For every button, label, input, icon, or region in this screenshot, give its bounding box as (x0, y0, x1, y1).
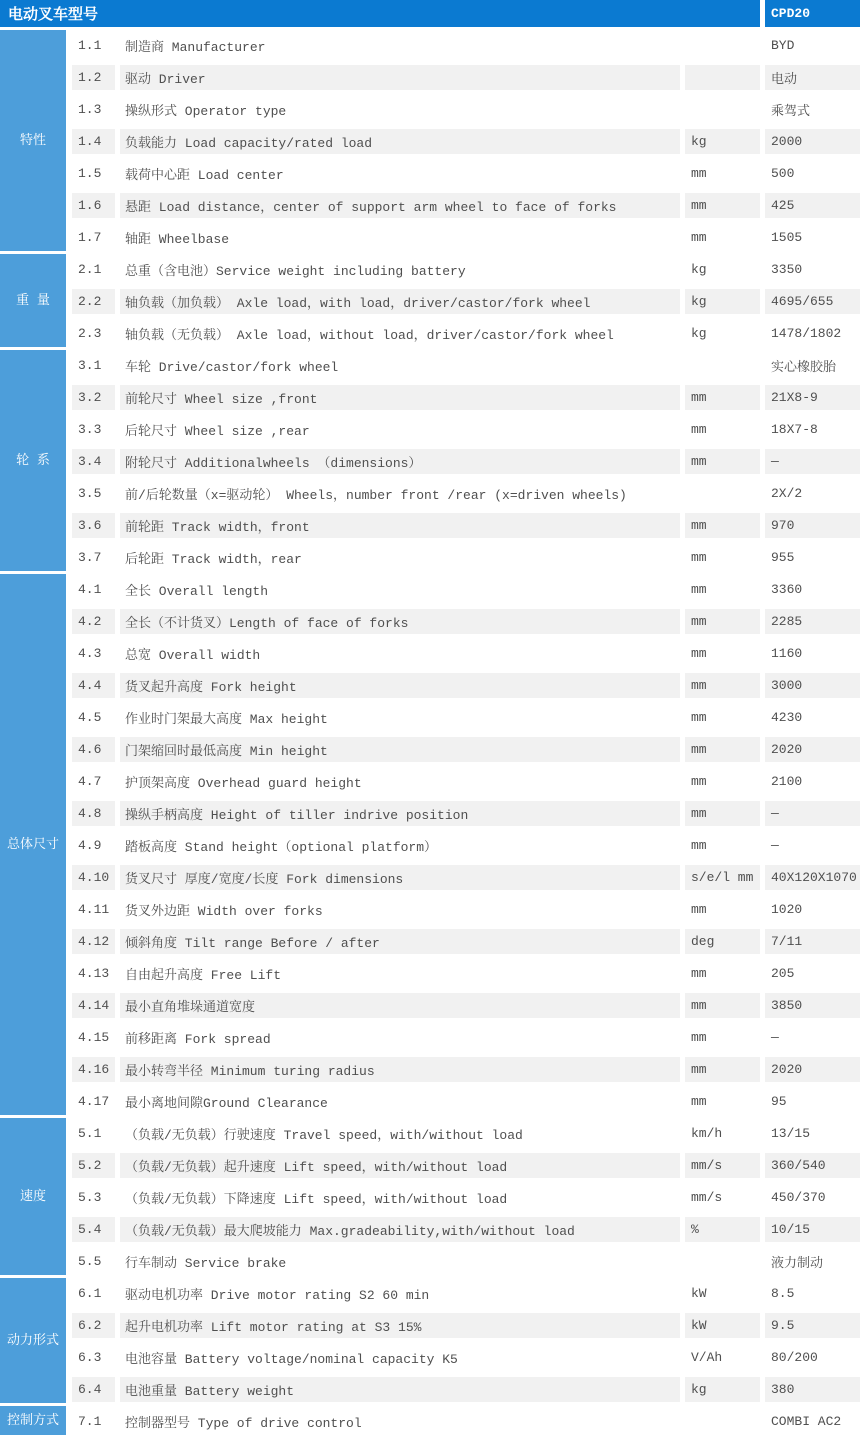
row-unit: mm (685, 513, 760, 538)
row-description: 作业时门架最大高度 Max height (120, 705, 680, 730)
sidebar-section-label: 重 量 (0, 254, 66, 347)
row-value: 40X120X1070 (765, 865, 860, 890)
row-unit: mm (685, 1089, 760, 1114)
row-value: — (765, 801, 860, 826)
row-unit: mm (685, 801, 760, 826)
spec-row (72, 478, 860, 510)
row-number: 4.17 (72, 1089, 115, 1114)
spec-row (72, 286, 860, 318)
row-value: 18X7-8 (765, 417, 860, 442)
row-value: 95 (765, 1089, 860, 1114)
row-unit (685, 33, 760, 58)
spec-table-body (72, 30, 860, 1438)
row-number: 5.2 (72, 1153, 115, 1178)
spec-row (72, 1406, 860, 1438)
row-unit: kW (685, 1281, 760, 1306)
row-unit (685, 65, 760, 90)
row-unit: mm/s (685, 1153, 760, 1178)
row-number: 3.5 (72, 481, 115, 506)
row-value: 3350 (765, 257, 860, 282)
row-description: 行车制动 Service brake (120, 1249, 680, 1274)
row-value: 1505 (765, 225, 860, 250)
spec-row (72, 542, 860, 574)
row-value: 1160 (765, 641, 860, 666)
row-unit: mm (685, 641, 760, 666)
row-number: 3.1 (72, 353, 115, 378)
row-number: 4.2 (72, 609, 115, 634)
row-description: 驱动 Driver (120, 65, 680, 90)
model-name: CPD20 (765, 0, 860, 27)
row-number: 4.7 (72, 769, 115, 794)
row-description: 电池重量 Battery weight (120, 1377, 680, 1402)
row-number: 1.1 (72, 33, 115, 58)
row-unit (685, 481, 760, 506)
spec-row (72, 798, 860, 830)
row-value: COMBI AC2 (765, 1409, 860, 1434)
spec-row (72, 510, 860, 542)
row-number: 1.5 (72, 161, 115, 186)
row-value: 实心橡胶胎 (765, 353, 860, 378)
row-value: 乘驾式 (765, 97, 860, 122)
row-description: 轴负载（加负载） Axle load，with load，driver/castor/fork wheel (120, 289, 680, 314)
row-description: 全长（不计货叉）Length of face of forks (120, 609, 680, 634)
row-number: 1.2 (72, 65, 115, 90)
row-value: BYD (765, 33, 860, 58)
row-number: 4.3 (72, 641, 115, 666)
row-description: 前轮距 Track width，front (120, 513, 680, 538)
spec-row (72, 222, 860, 254)
row-unit (685, 1409, 760, 1434)
row-number: 1.4 (72, 129, 115, 154)
sidebar-section-label: 总体尺寸 (0, 574, 66, 1115)
spec-row (72, 766, 860, 798)
row-number: 5.3 (72, 1185, 115, 1210)
row-value: 970 (765, 513, 860, 538)
row-value: 80/200 (765, 1345, 860, 1370)
row-number: 5.4 (72, 1217, 115, 1242)
row-value: 2X/2 (765, 481, 860, 506)
row-description: 货叉尺寸 厚度/宽度/长度 Fork dimensions (120, 865, 680, 890)
spec-table (0, 30, 860, 1438)
row-number: 2.3 (72, 321, 115, 346)
row-description: 制造商 Manufacturer (120, 33, 680, 58)
row-description: 附轮尺寸 Additionalwheels （dimensions） (120, 449, 680, 474)
row-unit: mm (685, 609, 760, 634)
row-unit: mm (685, 769, 760, 794)
spec-row (72, 254, 860, 286)
row-description: 前移距离 Fork spread (120, 1025, 680, 1050)
row-description: 倾斜角度 Tilt range Before / after (120, 929, 680, 954)
spec-row (72, 830, 860, 862)
row-value: 1020 (765, 897, 860, 922)
spec-row (72, 990, 860, 1022)
spec-row (72, 1150, 860, 1182)
row-number: 1.6 (72, 193, 115, 218)
row-value: 液力制动 (765, 1249, 860, 1274)
row-value: 13/15 (765, 1121, 860, 1146)
row-unit: mm (685, 577, 760, 602)
row-number: 1.3 (72, 97, 115, 122)
sidebar-section-label: 轮 系 (0, 350, 66, 571)
row-value: 4230 (765, 705, 860, 730)
spec-row (72, 414, 860, 446)
spec-row (72, 382, 860, 414)
row-unit: s/e/l mm (685, 865, 760, 890)
row-value: 205 (765, 961, 860, 986)
row-unit (685, 97, 760, 122)
spec-row (72, 670, 860, 702)
row-number: 6.3 (72, 1345, 115, 1370)
row-value: 4695/655 (765, 289, 860, 314)
row-number: 2.2 (72, 289, 115, 314)
row-value: 955 (765, 545, 860, 570)
row-description: 驱动电机功率 Drive motor rating S2 60 min (120, 1281, 680, 1306)
row-description: 前/后轮数量（x=驱动轮） Wheels，number front /rear (x=driven wheels) (120, 481, 680, 506)
row-unit: mm (685, 705, 760, 730)
row-description: 载荷中心距 Load center (120, 161, 680, 186)
row-unit: mm (685, 385, 760, 410)
row-number: 3.2 (72, 385, 115, 410)
spec-row (72, 1374, 860, 1406)
spec-row (72, 1278, 860, 1310)
row-number: 6.1 (72, 1281, 115, 1306)
row-value: 360/540 (765, 1153, 860, 1178)
row-description: 总宽 Overall width (120, 641, 680, 666)
row-description: 轴距 Wheelbase (120, 225, 680, 250)
row-unit: mm (685, 225, 760, 250)
row-number: 4.6 (72, 737, 115, 762)
row-value: 10/15 (765, 1217, 860, 1242)
spec-row (72, 126, 860, 158)
spec-row (72, 62, 860, 94)
spec-row (72, 862, 860, 894)
row-value: 8.5 (765, 1281, 860, 1306)
sidebar-section-label: 控制方式 (0, 1406, 66, 1435)
row-number: 4.11 (72, 897, 115, 922)
row-value: — (765, 449, 860, 474)
row-value: 3360 (765, 577, 860, 602)
row-number: 4.1 (72, 577, 115, 602)
row-description: 货叉起升高度 Fork height (120, 673, 680, 698)
row-description: （负载/无负载）下降速度 Lift speed，with/without load (120, 1185, 680, 1210)
row-value: 450/370 (765, 1185, 860, 1210)
spec-row (72, 926, 860, 958)
row-description: 负载能力 Load capacity/rated load (120, 129, 680, 154)
row-unit: kg (685, 129, 760, 154)
spec-row (72, 702, 860, 734)
row-unit: kg (685, 289, 760, 314)
row-number: 4.10 (72, 865, 115, 890)
row-description: 车轮 Drive/castor/fork wheel (120, 353, 680, 378)
row-number: 4.8 (72, 801, 115, 826)
row-number: 4.4 (72, 673, 115, 698)
row-value: — (765, 833, 860, 858)
row-number: 4.12 (72, 929, 115, 954)
row-description: 操纵形式 Operator type (120, 97, 680, 122)
spec-row (72, 894, 860, 926)
row-number: 4.15 (72, 1025, 115, 1050)
spec-row (72, 606, 860, 638)
row-number: 3.3 (72, 417, 115, 442)
row-description: 货叉外边距 Width over forks (120, 897, 680, 922)
row-description: 踏板高度 Stand height（optional platform） (120, 833, 680, 858)
row-description: 护顶架高度 Overhead guard height (120, 769, 680, 794)
row-unit: mm (685, 1057, 760, 1082)
row-description: 前轮尺寸 Wheel size ,front (120, 385, 680, 410)
row-unit: mm (685, 193, 760, 218)
row-description: （负载/无负载）起升速度 Lift speed，with/without load (120, 1153, 680, 1178)
row-unit: mm (685, 1025, 760, 1050)
row-value: 2100 (765, 769, 860, 794)
row-unit: deg (685, 929, 760, 954)
spec-row (72, 1342, 860, 1374)
row-value: 3850 (765, 993, 860, 1018)
row-unit (685, 1249, 760, 1274)
spec-row (72, 1246, 860, 1278)
row-unit: mm (685, 161, 760, 186)
row-description: 总重（含电池）Service weight including battery (120, 257, 680, 282)
spec-row (72, 1022, 860, 1054)
row-description: 电池容量 Battery voltage/nominal capacity K5 (120, 1345, 680, 1370)
row-description: （负载/无负载）行驶速度 Travel speed，with/without load (120, 1121, 680, 1146)
row-number: 6.4 (72, 1377, 115, 1402)
row-number: 1.7 (72, 225, 115, 250)
row-unit: kg (685, 1377, 760, 1402)
row-number: 3.4 (72, 449, 115, 474)
row-value: 3000 (765, 673, 860, 698)
spec-row (72, 318, 860, 350)
spec-row (72, 958, 860, 990)
row-description: 门架缩回时最低高度 Min height (120, 737, 680, 762)
row-unit: kW (685, 1313, 760, 1338)
row-description: 起升电机功率 Lift motor rating at S3 15% (120, 1313, 680, 1338)
row-unit: V/Ah (685, 1345, 760, 1370)
row-value: 9.5 (765, 1313, 860, 1338)
row-number: 3.6 (72, 513, 115, 538)
row-description: 后轮距 Track width，rear (120, 545, 680, 570)
row-value: 2020 (765, 1057, 860, 1082)
spec-row (72, 1310, 860, 1342)
row-unit: mm (685, 833, 760, 858)
row-unit: mm (685, 961, 760, 986)
row-description: 最小转弯半径 Minimum turing radius (120, 1057, 680, 1082)
row-unit: mm (685, 545, 760, 570)
row-description: 最小直角堆垛通道宽度 (120, 993, 680, 1018)
row-description: 自由起升高度 Free Lift (120, 961, 680, 986)
row-description: 后轮尺寸 Wheel size ,rear (120, 417, 680, 442)
spec-row (72, 1118, 860, 1150)
spec-row (72, 638, 860, 670)
row-unit: mm (685, 417, 760, 442)
row-value: 2020 (765, 737, 860, 762)
row-value: 2285 (765, 609, 860, 634)
row-value: 电动 (765, 65, 860, 90)
spec-row (72, 1182, 860, 1214)
row-number: 5.1 (72, 1121, 115, 1146)
spec-row (72, 574, 860, 606)
row-description: 操纵手柄高度 Height of tiller indrive position (120, 801, 680, 826)
spec-row (72, 734, 860, 766)
row-unit: km/h (685, 1121, 760, 1146)
sidebar-section-label: 特性 (0, 30, 66, 251)
row-description: 全长 Overall length (120, 577, 680, 602)
spec-row (72, 1214, 860, 1246)
sidebar-section-label: 速度 (0, 1118, 66, 1275)
row-value: 500 (765, 161, 860, 186)
row-number: 7.1 (72, 1409, 115, 1434)
row-unit: mm (685, 673, 760, 698)
row-number: 4.5 (72, 705, 115, 730)
row-number: 4.16 (72, 1057, 115, 1082)
spec-row (72, 1086, 860, 1118)
row-value: 21X8-9 (765, 385, 860, 410)
row-unit: % (685, 1217, 760, 1242)
row-unit (685, 353, 760, 378)
page-title: 电动叉车型号 (0, 0, 760, 27)
sidebar-section-label: 动力形式 (0, 1278, 66, 1403)
row-number: 2.1 (72, 257, 115, 282)
row-value: 2000 (765, 129, 860, 154)
spec-row (72, 1054, 860, 1086)
row-value: 1478/1802 (765, 321, 860, 346)
spec-row (72, 446, 860, 478)
row-description: 控制器型号 Type of drive control (120, 1409, 680, 1434)
spec-row (72, 158, 860, 190)
row-number: 6.2 (72, 1313, 115, 1338)
row-unit: mm (685, 737, 760, 762)
category-sidebar (0, 30, 66, 1438)
row-number: 4.13 (72, 961, 115, 986)
spec-row (72, 30, 860, 62)
spec-row (72, 190, 860, 222)
row-number: 4.9 (72, 833, 115, 858)
spec-row (72, 350, 860, 382)
row-description: 轴负载（无负载） Axle load，without load，driver/castor/fork wheel (120, 321, 680, 346)
row-unit: mm (685, 897, 760, 922)
row-value: 425 (765, 193, 860, 218)
row-number: 3.7 (72, 545, 115, 570)
row-unit: mm (685, 449, 760, 474)
row-unit: mm/s (685, 1185, 760, 1210)
spec-row (72, 94, 860, 126)
row-unit: kg (685, 321, 760, 346)
row-value: 380 (765, 1377, 860, 1402)
row-description: 悬距 Load distance，center of support arm wheel to face of forks (120, 193, 680, 218)
row-description: 最小离地间隙Ground Clearance (120, 1089, 680, 1114)
row-unit: kg (685, 257, 760, 282)
row-value: 7/11 (765, 929, 860, 954)
row-description: （负载/无负载）最大爬坡能力 Max.gradeability,with/without load (120, 1217, 680, 1242)
row-unit: mm (685, 993, 760, 1018)
table-header (0, 0, 860, 27)
row-number: 5.5 (72, 1249, 115, 1274)
row-value: — (765, 1025, 860, 1050)
row-number: 4.14 (72, 993, 115, 1018)
